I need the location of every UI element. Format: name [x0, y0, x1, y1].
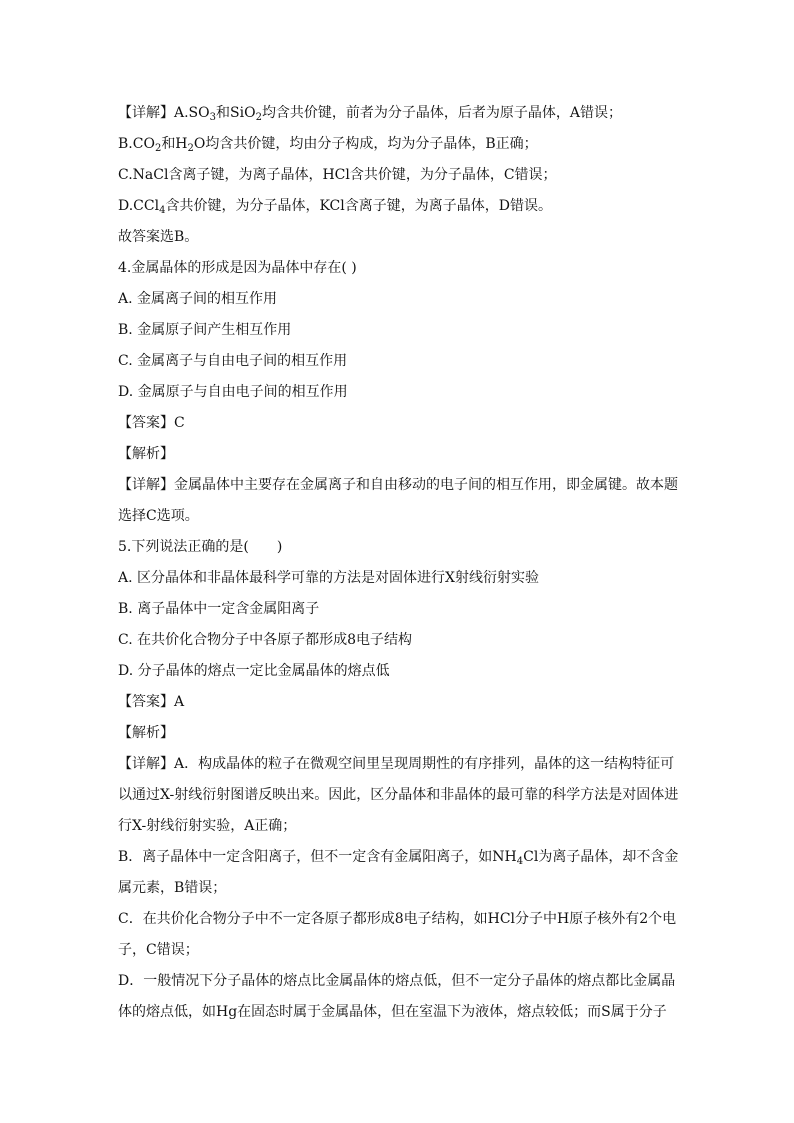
q5-option-c: C. 在共价化合物分子中各原子都形成8电子结构 [118, 632, 413, 648]
q4-analysis-heading: 【解析】 [118, 446, 174, 462]
q3-detail-line-b: $B.CO_2$和$H_2O$均含共价键，均由分子构成，均为分子晶体，B正确； [118, 136, 538, 154]
q5-option-d: D. 分子晶体的熔点一定比金属晶体的熔点低 [118, 663, 390, 679]
q4-detail: 【详解】金属晶体中主要存在金属离子和自由移动的电子间的相互作用，即金属键。故本题选择C选项。 [118, 477, 678, 524]
q4-option-a: A. 金属离子间的相互作用 [118, 291, 278, 307]
q3-detail-line-a: 【详解】$A.SO_3$和SiO$_2$均含共价键，前者为分子晶体，后者为原子晶体，A错误； [118, 105, 623, 123]
q5-detail-c: C．在共价化合物分子中不一定各原子都形成8电子结构，如HCl分子中H原子核外有2个电子，C错误； [118, 911, 677, 958]
q5-detail-a: 【详解】A．构成晶体的粒子在微观空间里呈现周期性的有序排列，晶体的这一结构特征可以通过X-射线衍射图谱反映出来。因此，区分晶体和非晶体的最可靠的科学方法是对固体进行X-射线衍射实验，A正确； [118, 756, 679, 834]
q4-stem: 4.金属晶体的形成是因为晶体中存在( ) [118, 260, 357, 276]
q3-detail-line-d: D.CCl$_4$含共价键，为分子晶体，KCl含离子键，为离子晶体，D错误。 [118, 198, 552, 216]
q5-stem: 5.下列说法正确的是( ) [118, 539, 283, 555]
q5-detail-d: D．一般情况下分子晶体的熔点比金属晶体的熔点低，但不一定分子晶体的熔点都比金属晶体的熔点低，如Hg在固态时属于金属晶体，但在室温下为液体，熔点较低；而S属于分子 [118, 973, 676, 1020]
q3-detail-line-c: C.NaCl含离子键，为离子晶体，HCl含共价键，为分子晶体，C错误； [118, 167, 557, 183]
document-body [118, 98, 683, 1028]
q5-answer: 【答案】A [118, 694, 185, 710]
q4-option-c: C. 金属离子与自由电子间的相互作用 [118, 353, 348, 369]
q5-detail-b: B．离子晶体中一定含阳离子，但不一定含有金属阳离子，如$NH_4Cl$为离子晶体，却不含金属元素，B错误； [118, 849, 679, 896]
q4-option-d: D. 金属原子与自由电子间的相互作用 [118, 384, 348, 400]
q5-option-b: B. 离子晶体中一定含金属阳离子 [118, 601, 320, 617]
q5-option-a: A. 区分晶体和非晶体最科学可靠的方法是对固体进行X射线衍射实验 [118, 570, 539, 586]
q4-answer: 【答案】C [118, 415, 185, 431]
q3-conclusion: 故答案选B。 [118, 229, 199, 245]
q4-option-b: B. 金属原子间产生相互作用 [118, 322, 292, 338]
q5-analysis-heading: 【解析】 [118, 725, 174, 741]
